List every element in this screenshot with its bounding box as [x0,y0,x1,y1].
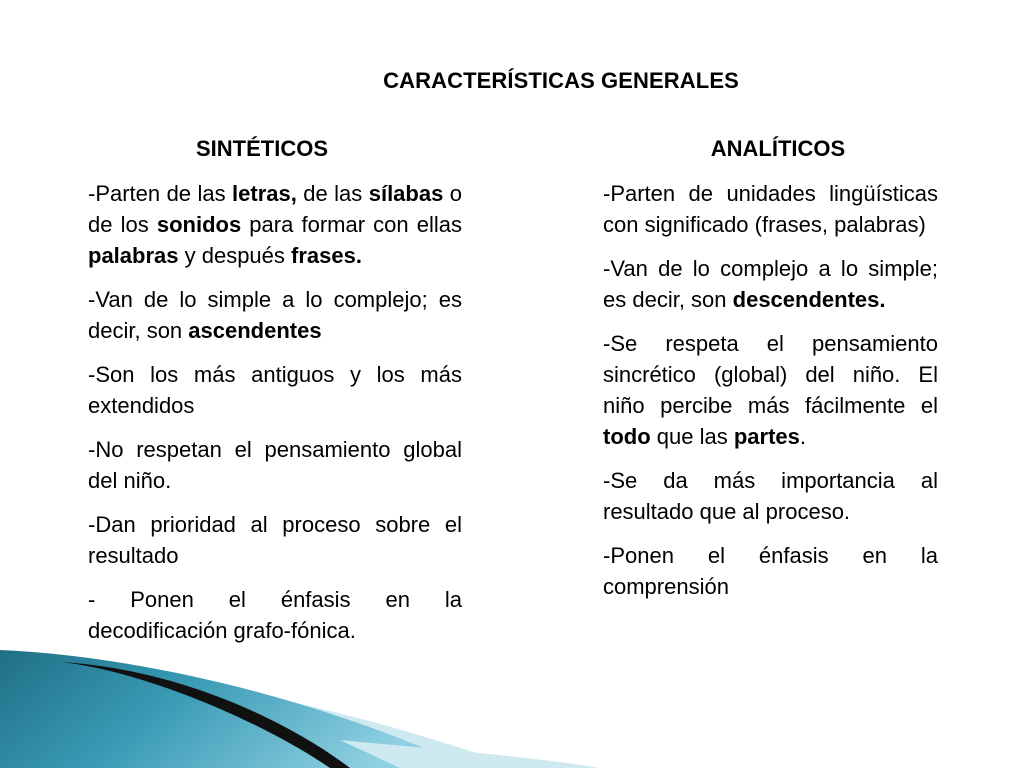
text-run: -Van de lo complejo a lo simple; es decir, son [603,256,938,312]
bold-term: palabras [88,243,179,268]
analiticos-list [603,178,938,602]
right-item [603,178,938,240]
text-run: y después [178,243,292,268]
left-item [88,509,462,571]
text-run: -Parten de unidades lingüísticas con significado (frases, palabras) [603,181,938,237]
text-run: -Dan prioridad al proceso sobre el resultado [88,512,462,568]
text-run: - Ponen el énfasis en la decodificación grafo-fónica. [88,587,462,643]
right-item [603,253,938,315]
text-run: de las [296,181,369,206]
text-run: -Son los más antiguos y los más extendidos [88,362,462,418]
bold-term: sonidos [156,212,242,237]
bold-term: descendentes. [732,287,886,312]
bold-term: todo [603,424,651,449]
text-run: . [799,424,806,449]
sinteticos-list [88,178,462,646]
slide-title: CARACTERÍSTICAS GENERALES [383,68,739,93]
column-analiticos [603,136,938,615]
bold-term: ascendentes [188,318,322,343]
text-run: -Ponen el énfasis en la comprensión [603,543,938,599]
bold-term: letras, [232,181,297,206]
bold-term: partes [733,424,800,449]
text-run: que las [650,424,734,449]
column-heading-sinteticos: SINTÉTICOS [195,136,328,161]
column-heading-analiticos: ANALÍTICOS [710,136,846,161]
text-run: -Se respeta el pensamiento sincrético (global) del niño. El niño percibe más fácilmente el [603,331,938,418]
text-run: o de los [88,181,462,237]
left-item [88,178,462,271]
left-item [88,284,462,346]
right-item [603,540,938,602]
column-sinteticos [88,136,462,659]
left-item [88,359,462,421]
left-item [88,584,462,646]
text-run: para formar con ellas [241,212,462,237]
text-run: -No respetan el pensamiento global del niño. [88,437,462,493]
right-item [603,328,938,452]
text-run: -Van de lo simple a lo complejo; es decir, son [88,287,462,343]
text-run: -Se da más importancia al resultado que al proceso. [603,468,938,524]
left-item [88,434,462,496]
text-run: -Parten de las [88,181,233,206]
bold-term: sílabas [368,181,444,206]
bold-term: frases. [291,243,362,268]
right-item [603,465,938,527]
